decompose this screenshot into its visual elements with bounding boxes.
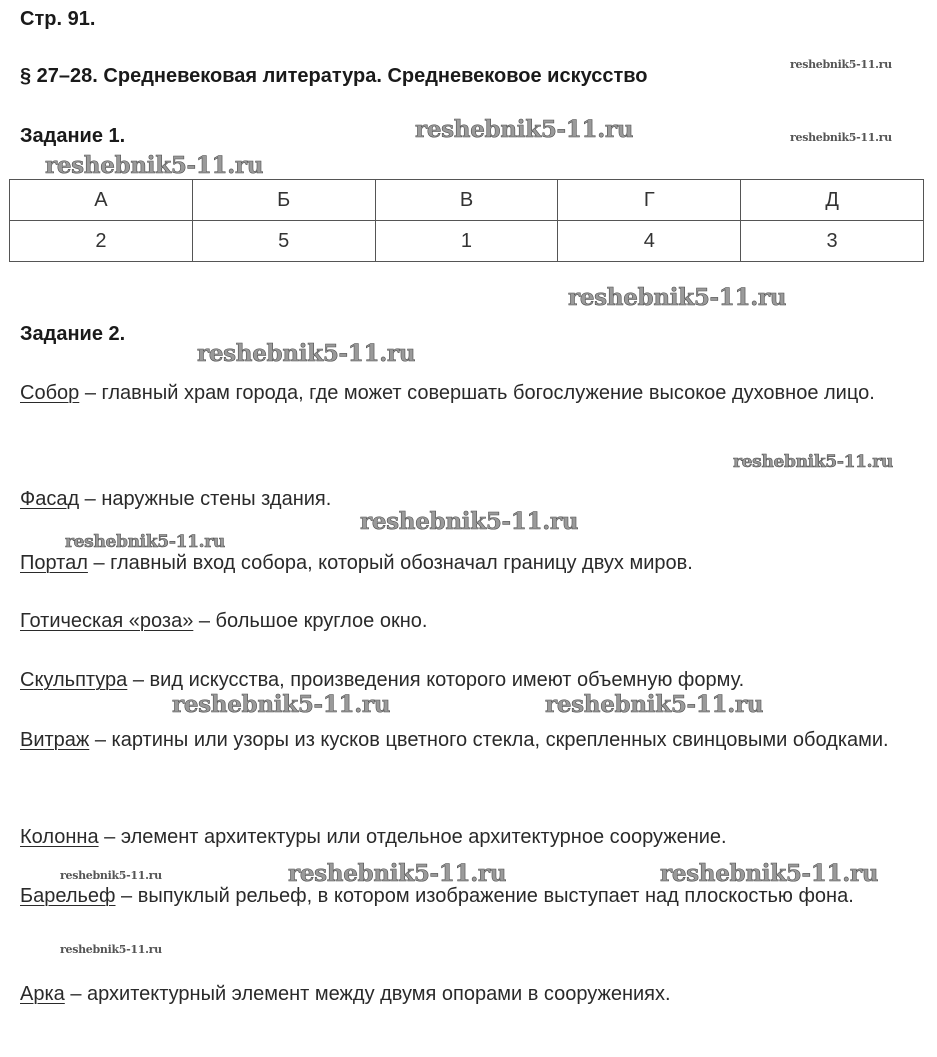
term-word: Фасад	[20, 488, 80, 510]
table-header-cell: Д	[741, 180, 924, 221]
term-entry	[20, 720, 920, 760]
term-word: Колонна	[20, 826, 99, 848]
term-definition: – главный храм города, где может совершать богослужение высокое духовное лицо.	[79, 382, 875, 404]
term-word: Портал	[20, 552, 88, 574]
watermark: reshebnik5-11.ru	[60, 943, 162, 956]
watermark: reshebnik5-11.ru	[415, 116, 634, 143]
table-cell: 3	[741, 221, 924, 262]
watermark: reshebnik5-11.ru	[197, 340, 416, 367]
term-entry	[20, 817, 920, 857]
table-cell: 2	[10, 221, 193, 262]
term-entry	[20, 974, 920, 1014]
term-definition: – вид искусства, произведения которого имеют объемную форму.	[127, 669, 745, 691]
watermark: reshebnik5-11.ru	[790, 131, 892, 144]
watermark: reshebnik5-11.ru	[65, 532, 225, 552]
table-header-cell: Б	[192, 180, 375, 221]
term-definition: – главный вход собора, который обозначал границу двух миров.	[87, 552, 693, 574]
watermark: reshebnik5-11.ru	[360, 508, 579, 535]
table-row	[10, 221, 924, 262]
task2-title: Задание 2.	[20, 323, 126, 345]
table-cell: 5	[192, 221, 375, 262]
watermark: reshebnik5-11.ru	[545, 691, 764, 718]
term-definition: – наружные стены здания.	[79, 488, 332, 510]
term-definition: – элемент архитектуры или отдельное архитектурное сооружение.	[98, 826, 727, 848]
table-cell: 4	[558, 221, 741, 262]
term-definition: – картины или узоры из кусков цветного стекла, скрепленных свинцовыми ободками.	[89, 729, 889, 751]
task1-title: Задание 1.	[20, 125, 126, 147]
watermark: reshebnik5-11.ru	[45, 152, 264, 179]
watermark: reshebnik5-11.ru	[288, 860, 507, 887]
table-header-row	[10, 180, 924, 221]
table-header-cell: В	[375, 180, 558, 221]
table-header-cell: Г	[558, 180, 741, 221]
watermark: reshebnik5-11.ru	[60, 869, 162, 882]
term-word: Собор	[20, 382, 80, 404]
watermark: reshebnik5-11.ru	[660, 860, 879, 887]
term-word: Арка	[20, 983, 65, 1005]
watermark: reshebnik5-11.ru	[790, 58, 892, 71]
term-entry	[20, 660, 920, 700]
answer-table	[9, 179, 924, 262]
term-word: Барельеф	[20, 885, 116, 907]
term-entry	[20, 601, 920, 641]
term-word: Витраж	[20, 729, 90, 751]
watermark: reshebnik5-11.ru	[733, 452, 893, 472]
table-header-cell: А	[10, 180, 193, 221]
table-cell: 1	[375, 221, 558, 262]
term-word: Готическая «роза»	[20, 610, 194, 632]
watermark: reshebnik5-11.ru	[172, 691, 391, 718]
page-number: Стр. 91.	[20, 8, 96, 30]
section-title: § 27–28. Средневековая литература. Средневековое искусство	[20, 65, 648, 87]
term-definition: – выпуклый рельеф, в котором изображение выступает над плоскостью фона.	[115, 885, 854, 907]
watermark: reshebnik5-11.ru	[568, 284, 787, 311]
term-word: Скульптура	[20, 669, 128, 691]
term-definition: – архитектурный элемент между двумя опорами в сооружениях.	[64, 983, 671, 1005]
term-definition: – большое круглое окно.	[193, 610, 428, 632]
term-entry	[20, 373, 920, 413]
